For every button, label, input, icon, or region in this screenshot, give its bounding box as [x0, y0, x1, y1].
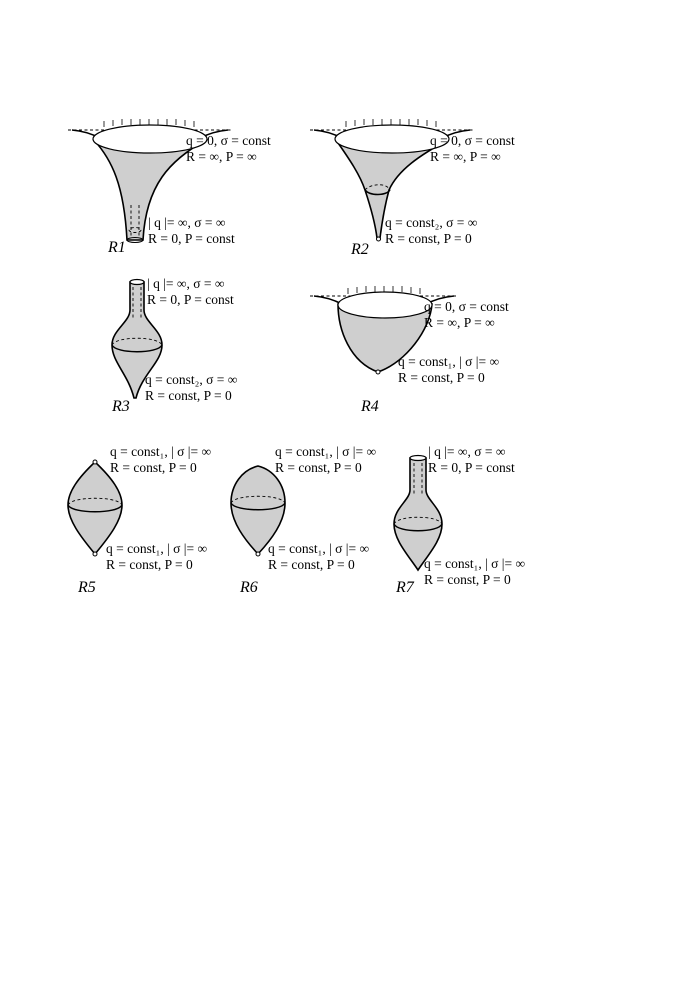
panel-r7: [394, 444, 525, 596]
r7-top-ring: [410, 456, 426, 461]
panel-r1: [68, 119, 271, 256]
r3-panel-label: R3: [112, 398, 130, 415]
r5-top-label-2: R = const, P = 0: [110, 460, 197, 475]
r2-bottom-label-2: R = const, P = 0: [385, 231, 472, 246]
r4-tip: [376, 370, 380, 374]
r7-panel-label: R7: [396, 579, 414, 596]
r7-top-label-2: R = 0, P = const: [428, 460, 515, 475]
r2-top-label-1: q = 0, σ = const: [430, 133, 515, 148]
panel-r3: [111, 276, 237, 415]
r1-panel-label: R1: [108, 239, 126, 256]
r4-bottom-label-1: q = const₁, | σ |= ∞: [398, 354, 500, 369]
panel-r5: [68, 444, 211, 596]
panel-r2: [310, 119, 515, 258]
r5-top-label-1: q = const₁, | σ |= ∞: [110, 444, 212, 459]
r6-bottom-tip: [256, 552, 260, 556]
r6-bottom-label-1: q = const₁, | σ |= ∞: [268, 541, 370, 556]
r6-top-label-1: q = const₁, | σ |= ∞: [275, 444, 377, 459]
r1-bottom-label-1: | q |= ∞, σ = ∞: [148, 215, 226, 230]
panel-r6: [231, 444, 376, 596]
r4-top-label-2: R = ∞, P = ∞: [424, 315, 495, 330]
r4-top-label-1: q = 0, σ = const: [424, 299, 509, 314]
r1-top-label-2: R = ∞, P = ∞: [186, 149, 257, 164]
r1-bottom-label-2: R = 0, P = const: [148, 231, 235, 246]
r5-bottom-label-2: R = const, P = 0: [106, 557, 193, 572]
r2-tip: [377, 237, 381, 241]
r3-top-label-2: R = 0, P = const: [147, 292, 234, 307]
r4-left-wing: [314, 296, 342, 304]
r2-bottom-label-1: q = const₂, σ = ∞: [385, 215, 478, 230]
r4-panel-label: R4: [361, 398, 379, 415]
r6-bottom-label-2: R = const, P = 0: [268, 557, 355, 572]
r3-top-ring: [130, 280, 144, 285]
r2-top-label-2: R = ∞, P = ∞: [430, 149, 501, 164]
r7-top-label-1: | q |= ∞, σ = ∞: [428, 444, 506, 459]
r3-bottom-label-1: q = const₂, σ = ∞: [145, 372, 238, 387]
panel-r4: [310, 286, 509, 415]
r5-top-tip: [93, 460, 97, 464]
r6-top-label-2: R = const, P = 0: [275, 460, 362, 475]
r1-top-label-1: q = 0, σ = const: [186, 133, 271, 148]
r2-panel-label: R2: [351, 241, 369, 258]
r6-panel-label: R6: [240, 579, 258, 596]
r3-top-label-1: | q |= ∞, σ = ∞: [147, 276, 225, 291]
r7-bottom-label-1: q = const₁, | σ |= ∞: [424, 556, 526, 571]
r5-bottom-label-1: q = const₁, | σ |= ∞: [106, 541, 208, 556]
r4-rim: [338, 292, 432, 318]
r5-bottom-tip: [93, 552, 97, 556]
r4-bottom-label-2: R = const, P = 0: [398, 370, 485, 385]
r7-bottom-label-2: R = const, P = 0: [424, 572, 511, 587]
r5-panel-label: R5: [78, 579, 96, 596]
r3-bottom-label-2: R = const, P = 0: [145, 388, 232, 403]
